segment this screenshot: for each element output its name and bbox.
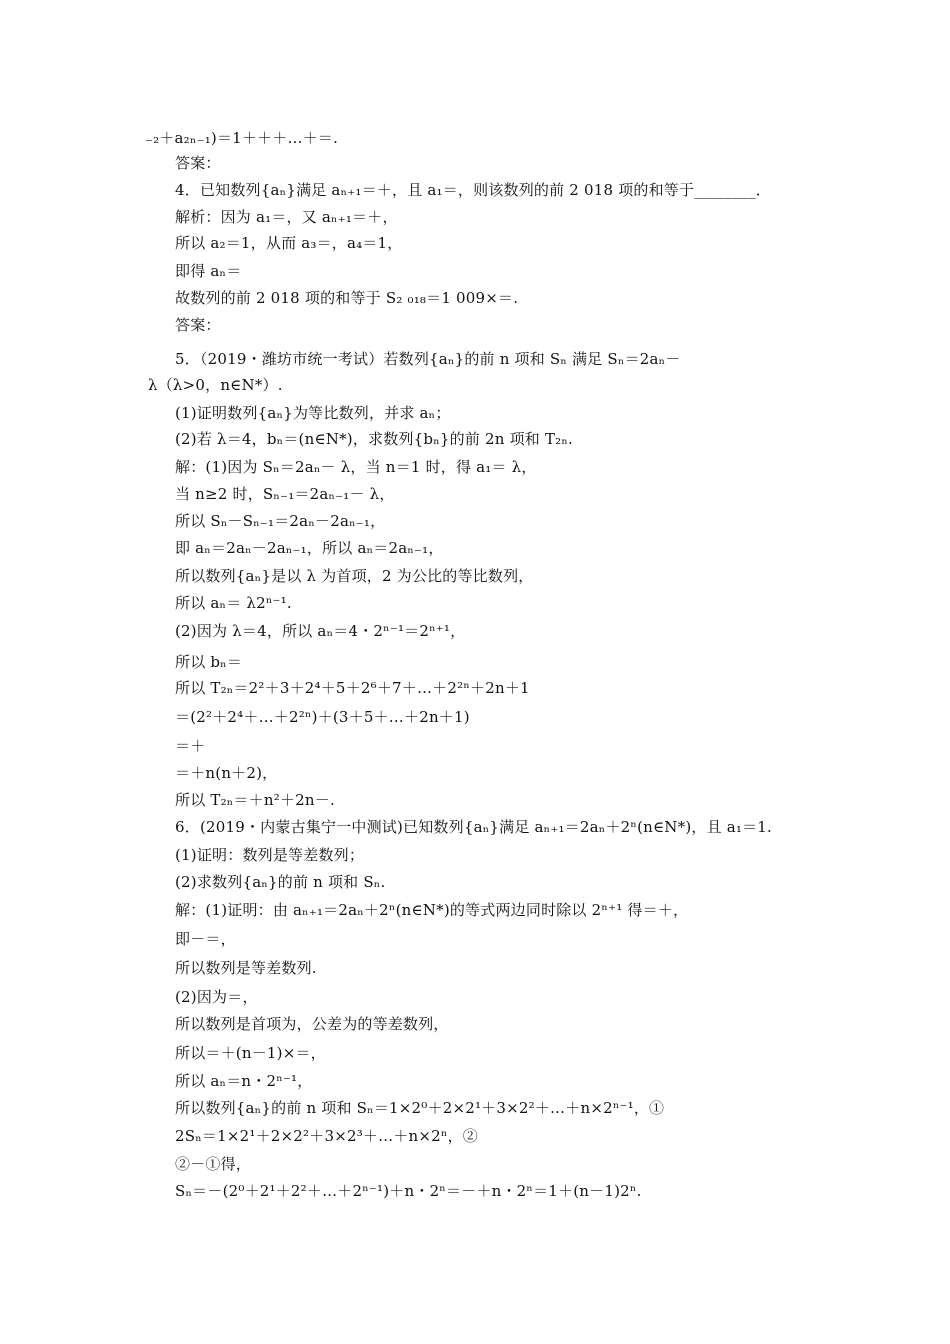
text-line: 2Sₙ＝1×2¹＋2×2²＋3×2³＋…＋n×2ⁿ，② bbox=[175, 1127, 478, 1145]
text-line: ②－①得， bbox=[175, 1155, 252, 1173]
text-line: 所以＝＋(n－1)×＝， bbox=[175, 1044, 326, 1062]
text-line: 所以数列是等差数列. bbox=[175, 959, 317, 977]
text-line: 解：(1)因为 Sₙ＝2aₙ－ λ，当 n＝1 时，得 a₁＝ λ， bbox=[175, 458, 537, 476]
text-line: ＝＋ bbox=[175, 737, 206, 755]
text-line: 解：(1)证明：由 aₙ₊₁＝2aₙ＋2ⁿ(n∈N*)的等式两边同时除以 2ⁿ⁺¹ 得＝＋， bbox=[175, 901, 689, 919]
text-line: 当 n≥2 时，Sₙ₋₁＝2aₙ₋₁－ λ， bbox=[175, 485, 395, 503]
text-line: ₋₂＋a₂ₙ₋₁)＝1＋＋＋…＋＝. bbox=[145, 129, 339, 147]
text-line: 解析：因为 a₁＝，又 aₙ₊₁＝＋， bbox=[175, 208, 398, 226]
text-line: 即－＝， bbox=[175, 930, 236, 948]
answer-label: 答案： bbox=[175, 316, 221, 334]
text-line: 即 aₙ＝2aₙ－2aₙ₋₁，所以 aₙ＝2aₙ₋₁， bbox=[175, 539, 444, 557]
text-line: 所以 a₂＝1，从而 a₃＝，a₄＝1， bbox=[175, 234, 403, 252]
text-line: ＝(2²＋2⁴＋…＋2²ⁿ)＋(3＋5＋…＋2n＋1) bbox=[175, 708, 470, 726]
text-line: 所以 Sₙ－Sₙ₋₁＝2aₙ－2aₙ₋₁， bbox=[175, 512, 386, 530]
problem-6: 6．(2019・内蒙古集宁一中测试)已知数列{aₙ}满足 aₙ₊₁＝2aₙ＋2ⁿ(n∈N*)，且 a₁＝1. bbox=[175, 818, 773, 836]
text-line: 所以数列{aₙ}的前 n 项和 Sₙ＝1×2⁰＋2×2¹＋3×2²＋…＋n×2ⁿ⁻¹，① bbox=[175, 1099, 665, 1117]
text-line: Sₙ＝－(2⁰＋2¹＋2²＋…＋2ⁿ⁻¹)＋n・2ⁿ＝－＋n・2ⁿ＝1＋(n－1)2ⁿ. bbox=[175, 1182, 642, 1200]
problem-5: 5．（2019・潍坊市统一考试）若数列{aₙ}的前 n 项和 Sₙ 满足 Sₙ＝2aₙ－ bbox=[175, 350, 681, 368]
text-line: λ（λ>0，n∈N*）. bbox=[148, 376, 283, 394]
text-line: (2)因为 λ＝4，所以 aₙ＝4・2ⁿ⁻¹＝2ⁿ⁺¹， bbox=[175, 622, 466, 640]
text-line: 所以数列{aₙ}是以 λ 为首项，2 为公比的等比数列， bbox=[175, 567, 534, 585]
text-line: 所以 T₂ₙ＝2²＋3＋2⁴＋5＋2⁶＋7＋…＋2²ⁿ＋2n＋1 bbox=[175, 679, 530, 697]
problem-4: 4．已知数列{aₙ}满足 aₙ₊₁＝＋，且 a₁＝，则该数列的前 2 018 项的和等于________． bbox=[175, 181, 771, 199]
text-line: ＝＋n(n＋2)， bbox=[175, 764, 278, 782]
text-line: (1)证明：数列是等差数列； bbox=[175, 846, 365, 864]
text-line: 所以 aₙ＝ λ2ⁿ⁻¹. bbox=[175, 594, 292, 612]
text-line: 即得 aₙ＝ bbox=[175, 262, 242, 280]
text-line: 所以 T₂ₙ＝＋n²＋2n－. bbox=[175, 791, 335, 809]
text-line: 所以 aₙ＝n・2ⁿ⁻¹， bbox=[175, 1072, 313, 1090]
text-line: 故数列的前 2 018 项的和等于 S₂ ₀₁₈＝1 009×＝. bbox=[175, 289, 519, 307]
text-line: (2)因为＝， bbox=[175, 988, 258, 1006]
answer-label: 答案： bbox=[175, 154, 221, 172]
text-line: 所以数列是首项为，公差为的等差数列， bbox=[175, 1015, 449, 1033]
text-line: 所以 bₙ＝ bbox=[175, 653, 243, 671]
text-line: (2)若 λ＝4，bₙ＝(n∈N*)，求数列{bₙ}的前 2n 项和 T₂ₙ. bbox=[175, 430, 574, 448]
text-line: (1)证明数列{aₙ}为等比数列，并求 aₙ； bbox=[175, 404, 451, 422]
text-line: (2)求数列{aₙ}的前 n 项和 Sₙ. bbox=[175, 873, 386, 891]
